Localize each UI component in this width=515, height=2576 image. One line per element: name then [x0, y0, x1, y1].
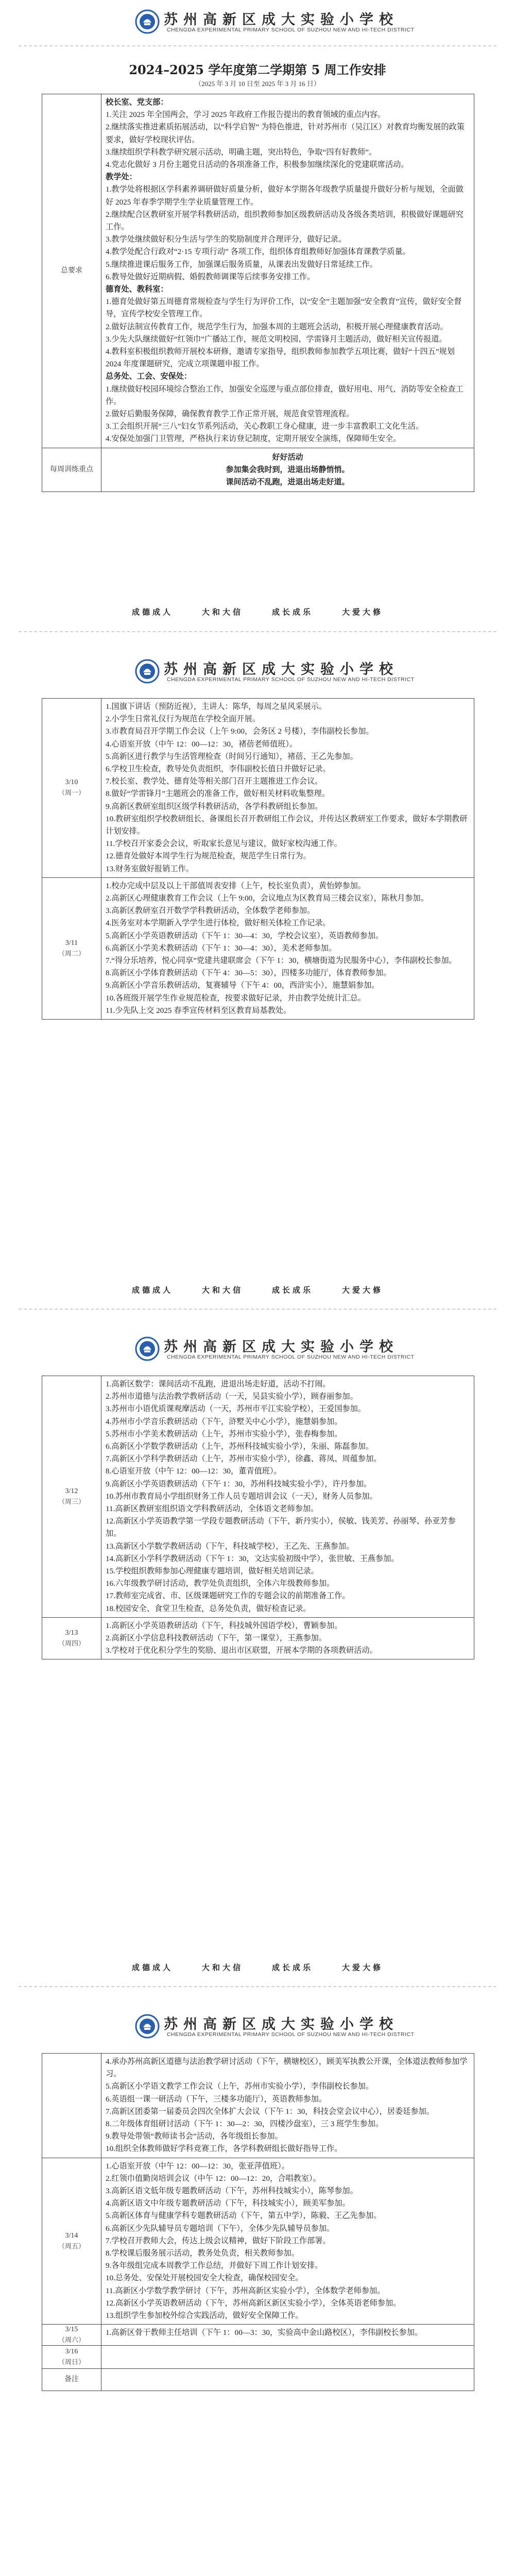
overview-paragraph: 4.教学处配合行政对“2·15 专项行动” 各项工作，组织体育组教师好加强体育课教学质量。: [106, 247, 410, 257]
weekly-focus-title: 好好活动: [272, 453, 303, 462]
day-label: [42, 1376, 101, 1618]
footer-motto: [0, 1962, 515, 1973]
schedule-item: 1.心语室开放（中午 12：00—12：30，张亚萍值班）。: [106, 2161, 289, 2171]
schedule-item: 12.高新区小学英语教学第一学段专题教研活动（下午，新丹实小），侯敏、钱美芳、孙丽琴、孙亚芳参加。: [106, 1517, 456, 1538]
day-weekday: （周三）: [58, 1497, 85, 1505]
motto-item: 成长成乐: [272, 607, 314, 617]
schedule-item: 5.高新区小学语文教学工作会议（上午，苏州市实验小学），李伟副校长参加。: [106, 2082, 374, 2091]
schedule-item: 17.教师室完成省、市、区级课题研究工作的专题会议的前期准备工作。: [106, 1591, 350, 1601]
page-3: [0, 1309, 515, 1986]
day-row: [42, 2346, 474, 2369]
overview-paragraph: 2.继续落实推进素质拓展活动，以“科学启智” 为特色推进，针对苏州市（吴江区）对教育均衡发展的政策要求，做好学校现状评估。: [106, 123, 465, 144]
overview-section-heading: 教学处：: [106, 173, 137, 182]
schedule-item: 5.高新区进行教学与生活管理检查（时间另行通知），褚蓓、王乙先参加。: [106, 752, 358, 761]
letterhead: [0, 2012, 515, 2043]
day-weekday: （周五）: [58, 2242, 85, 2250]
schedule-item: 5.高新区小学英语教研活动（下午 1：30—4：30，学校会议室），英语教师参加。: [106, 931, 384, 940]
schedule-item: 8.高新区小学体育教研活动（下午 4：30—5：30），四楼多功能厅，体育教师参加。: [106, 969, 391, 978]
schedule-item: 2.红领巾值勤岗培训会议（中午 12：00—12：20，合唱教室）。: [106, 2174, 321, 2183]
schedule-item: 9.高新区教研室组织区级学科教研活动，各学科教研组长参加。: [106, 802, 323, 811]
day-row: [42, 1376, 474, 1618]
schedule-item: 8.心语室开放（中午 12：00—12：30，董青值班）。: [106, 1467, 282, 1476]
divider: [19, 1986, 496, 1987]
day-row: [42, 699, 474, 878]
day-items: [101, 877, 474, 1019]
overview-paragraph: 1.德育处做好第五周德育常规检查与学生行为评价工作，以“安全”主题加强“安全教育”宣传，做好安全督导，宣传学校安全管理工作。: [106, 297, 462, 319]
footer-motto: [0, 1284, 515, 1295]
schedule-item: 11.高新区小学数学教学研讨（下午，苏州高新区实验小学），全体数学老师参加。: [106, 2286, 385, 2295]
schedule-table-page-3: [42, 1376, 474, 1659]
overview-label: 总要求: [42, 94, 101, 448]
day-items: [101, 2346, 474, 2369]
overview-paragraph: 6.教导处做好近期病假、婚假教师调课等后续事务安排工作。: [106, 272, 315, 281]
day-weekday: （周六）: [58, 2336, 85, 2344]
motto-item: 成德成人: [131, 1963, 173, 1972]
overview-paragraph: 3.教学处继续做好积分生活与学生的奖励制度并合理评分，做好记录。: [106, 235, 347, 244]
document-date-range: （2025 年 3 月 10 日至 2025 年 3 月 16 日）: [195, 80, 320, 88]
schedule-item: 10.组织全体教师做好学科竞赛工作，各学科教研组长做好指导工作。: [106, 2144, 342, 2154]
school-name-english: CHENGDA EXPERIMENTAL PRIMARY SCHOOL OF SUZHOU NEW AND HI-TECH DISTRICT: [167, 2031, 415, 2038]
schedule-item: 6.高新区小学美术教研活动（下午 1：30—4：30），美术老师参加。: [106, 943, 337, 953]
page-1: [0, 0, 515, 631]
divider: [19, 631, 496, 632]
schedule-item: 3.学校对于优化积分学生的奖励、退出市区联盟，开展本学期的各项教研活动。: [106, 1646, 377, 1655]
overview-table: [42, 94, 474, 492]
letterhead: [0, 1334, 515, 1365]
weekly-focus-row: [42, 448, 474, 492]
schedule-item: 5.苏州市小学美术教研活动（上午，苏州市实验小学），张春梅参加。: [106, 1429, 342, 1438]
school-name-english: CHENGDA EXPERIMENTAL PRIMARY SCHOOL OF SUZHOU NEW AND HI-TECH DISTRICT: [167, 1354, 415, 1360]
overview-section-heading: 校长室、党支部：: [106, 98, 168, 107]
overview-paragraph: 3.继续组织学科教学研究展示活动，明确主题，突出特色，争取“四有好教师”。: [106, 147, 377, 157]
day-weekday: （周二）: [58, 949, 85, 957]
schedule-item: 4.苏州市小学音乐教研活动（下午，浒墅关中心小学），施慧娟参加。: [106, 1417, 342, 1426]
day-date: 3/12: [65, 1487, 78, 1495]
divider: [19, 1309, 496, 1310]
page-2: [0, 631, 515, 1309]
document-title: 2024–2025 学年度第二学期第 5 周工作安排: [129, 62, 386, 77]
weekly-focus-label: 每周训练重点: [42, 448, 101, 492]
day-date: 3/13: [65, 1629, 78, 1637]
motto-item: 大和大信: [201, 1285, 243, 1295]
schedule-item: 9.各年级组完成本周教学工作总结，并做好下周工作计划安排。: [106, 2261, 323, 2270]
overview-paragraph: 2.做好后勤服务保障，确保教育教学工作正常开展，规范食堂管理流程。: [106, 410, 354, 419]
schedule-item: 3.市教育局召开学期工作会议（上午 9:00，会务区 2 号楼），李伟副校长参加。: [106, 727, 374, 736]
schedule-item: 2.小学生日常礼仪行为规范在学校全面开展。: [106, 715, 260, 724]
schedule-item: 12.德育处做好本周学生行为规范检查，规范学生日常行为。: [106, 852, 311, 861]
schedule-table-page-4: [42, 2053, 474, 2391]
schedule-item: 7.高新区小学科学教研活动（上午，苏州市实验小学），徐鑫、蒋凤、周蕴参加。: [106, 1454, 382, 1464]
schedule-item: 2.苏州市道德与法治教学教研活动（一天，吴县实验小学），顾春丽参加。: [106, 1392, 358, 1401]
schedule-item: 11.学校召开家委会会议，听取家长意见与建议，做好家校沟通工作。: [106, 839, 342, 849]
school-name-english: CHENGDA EXPERIMENTAL PRIMARY SCHOOL OF SUZHOU NEW AND HI-TECH DISTRICT: [167, 27, 415, 33]
schedule-item: 8.做好“学雷锋月”主题班会的准备工作，做好相关材料收集整理。: [106, 789, 330, 799]
overview-paragraph: 2.继续配合区教研室开展学科教研活动，组织教师参加区级教研活动及各级各类培训，积极做好课题研究工作。: [106, 210, 464, 232]
schedule-item: 4.高新区语文中年级专题教研活动（下午，科技城实小），顾美军参加。: [106, 2199, 350, 2208]
weekly-focus-line-1: 参加集会我时到，进退出场静悄悄。: [226, 465, 350, 474]
day-items: [101, 2054, 474, 2158]
school-logo-icon: [135, 2014, 160, 2039]
school-logo-icon: [135, 1336, 160, 1361]
schedule-item: 1.高新区骨干教师主任培训（下午 1：00—3：30，实验高中金山路校区），李伟副校长参加。: [106, 2328, 423, 2337]
overview-paragraph: 3.工会组织开展“三八”妇女节系列活动，关心教职工身心健康，进一步丰富教职工文化生活。: [106, 422, 424, 431]
day-items: [101, 699, 474, 878]
schedule-item: 10.苏州市教育局小学组织财务工作人员专题培训会议（一天），财务人员参加。: [106, 1492, 377, 1501]
school-name: 苏州高新区成大实验小学校: [164, 1339, 399, 1355]
schedule-item: 7.学校召开教师大会，传达上级会议精神，做好下阶段工作部署。: [106, 2236, 331, 2245]
schedule-item: 16.六年级教学研讨活动，教学处负责组织，全体六年级教师参加。: [106, 1579, 335, 1588]
schedule-item: 7.高新区团委第一届委员会四次全体扩大会议（下午 1：30，科技会堂会议中心），居委廷参加。: [106, 2107, 434, 2116]
page-4: [0, 1986, 515, 2576]
schedule-item: 4.承办苏州高新区道德与法治教学研讨活动（下午，横塘校区），顾美军执教公开课，全体道法教师参加学习。: [106, 2057, 468, 2079]
school-logo-icon: [135, 9, 160, 34]
schedule-item: 5.高新区体育与健康学科专题教研活动（下午，第五中学），陈毅、王乙先参加。: [106, 2211, 382, 2221]
day-items: [101, 2325, 474, 2346]
overview-paragraph: 4.安保处加强门卫管理，严格执行来访登记制度，定期开展安全演练，保障师生安全。: [106, 434, 401, 444]
schedule-item: 18.校园安全、食堂卫生检查，总务处负责，做好检查记录。: [106, 1604, 311, 1613]
day-weekday: （周一）: [58, 789, 85, 797]
school-name-english: CHENGDA EXPERIMENTAL PRIMARY SCHOOL OF SUZHOU NEW AND HI-TECH DISTRICT: [167, 676, 415, 683]
overview-paragraph: 3.少先大队继续做好“红领巾”广播站工作，规范文明校园、学雷锋月主题活动，做好相关宣传报道。: [106, 334, 447, 344]
day-row: [42, 877, 474, 1019]
day-row: [42, 2158, 474, 2325]
motto-item: 成德成人: [131, 1285, 173, 1295]
overview-paragraph: 4.党志化做好 3 月份主题党日活动的各项准备工作，积极参加继续深化的党建联席活动。: [106, 160, 409, 170]
overview-paragraph: 2.做好法制宣传教育工作，规范学生行为，加强本周的主题班会活动，积极开展心理健康教育活动。: [106, 322, 448, 331]
schedule-item: 2.高新区心理健康教育工作会议（上午 9:00，会议地点为区教育局三楼会议室），陈秋月参加。: [106, 894, 428, 903]
overview-section-heading: 德育处、教科室：: [106, 285, 168, 294]
remarks-content: [101, 2369, 474, 2391]
day-label: [42, 2158, 101, 2325]
motto-item: 成德成人: [131, 607, 173, 617]
day-items: [101, 1617, 474, 1659]
motto-item: 成长成乐: [272, 1963, 314, 1972]
schedule-item: 9.教导处带领“教师读书会”活动，各年级组长参加。: [106, 2132, 283, 2141]
schedule-item: 1.高新区小学英语教研活动（下午，科技城外国语学校），曹颖参加。: [106, 1621, 342, 1630]
overview-content: [101, 94, 474, 448]
schedule-item: 1.高新区数学：课间活动不乱跑，进退出场走好道，活动不打闹。: [106, 1380, 331, 1388]
overview-paragraph: 5.继续推进课后服务工作，加强课后服务质量，从课表出发做好日常延续工作。: [106, 260, 377, 269]
day-weekday: （周日）: [58, 2358, 85, 2366]
day-items: [101, 1376, 474, 1618]
motto-item: 大和大信: [201, 607, 243, 617]
schedule-item: 8.学校课后服务展示活动，教务处负责，相关教师参加。: [106, 2249, 299, 2258]
day-label: [42, 2325, 101, 2346]
motto-item: 大爱大修: [342, 1285, 384, 1295]
schedule-item: 14.高新区小学科学教研活动（下午 1：30，文达实验初级中学），张世敏、王燕参加。: [106, 1554, 399, 1563]
school-name: 苏州高新区成大实验小学校: [164, 662, 399, 677]
schedule-item: 10.总务处、安保处开展校园安全大检查，确保校园安全。: [106, 2274, 303, 2283]
schedule-item: 7.“得分乐培养，悦心同享”党建共建联席会（下午 1：30，横塘街道为民服务中心），李伟副校长参加。: [106, 956, 457, 965]
schedule-item: 6.英语组一课一研活动（下午，三楼多功能厅），英语教师参加。: [106, 2094, 327, 2104]
weekly-focus-line-2: 课间活动不乱跑，进退出场走好道。: [226, 478, 350, 486]
schedule-item: 13.高新区小学数学教研活动（下午，科技城学校），王乙先、王燕参加。: [106, 1541, 354, 1551]
schedule-item: 4.医务室对本学期新入学学生进行体检，做好相关体检工作记录。: [106, 919, 331, 928]
schedule-item: 15.学校组织教师参加心理健康专题培训，做好相关培训记录。: [106, 1567, 319, 1576]
day-date: 3/10: [65, 778, 78, 787]
schedule-item: 9.高新区小学英语教研活动（下午 1：30，苏州科技城实验小学），许丹参加。: [106, 1479, 372, 1488]
schedule-item: 6.学校卫生检查，教导处负责组织，李伟副校长值日并做好记录。: [106, 765, 331, 774]
schedule-item: 13.组织学生参加校外综合实践活动，做好安全保障工作。: [106, 2311, 303, 2320]
motto-item: 大和大信: [201, 1963, 243, 1972]
day-date: 3/11: [65, 939, 78, 947]
remarks-label: 备注: [42, 2369, 101, 2391]
motto-item: 大爱大修: [342, 1963, 384, 1972]
day-label: [42, 2346, 101, 2369]
schedule-item: 9.高新区小学音乐教研活动，复赛辅导（下午 4：00，西浒实小），施慧娟参加。: [106, 981, 380, 990]
day-label: [42, 699, 101, 878]
day-date: 3/15: [65, 2326, 78, 2334]
schedule-item: 3.高新区教研室召开数学学科教研活动，全体数学老师参加。: [106, 906, 315, 916]
day-date: 3/14: [65, 2231, 78, 2240]
schedule-item: 6.高新区小学数学教研活动（上午，苏州科技城实验小学），朱丽、陈磊参加。: [106, 1442, 374, 1451]
schedule-item: 10.教研室组织学校教研组长、备课组长召开教研组工作会议，并传达区教研室工作要求，做好本学期教研计划安排。: [106, 814, 468, 836]
footer-motto: [0, 606, 515, 617]
day-weekday: （周四）: [58, 1639, 85, 1648]
schedule-item: 4.心语室开放（中午 12：00—12：30，褚蓓老师值班）。: [106, 739, 298, 749]
overview-row: [42, 94, 474, 448]
overview-section-heading: 总务处、工会、安保处：: [106, 372, 192, 381]
overview-paragraph: 1.关注 2025 年全国两会，学习 2025 年政府工作报告提出的教育领域的重点内容。: [106, 110, 385, 120]
day-label: [42, 877, 101, 1019]
schedule-item: 13.财务室做好报销工作。: [106, 864, 194, 873]
schedule-item: 7.校长室、教学处、德育处等相关部门召开主题推进工作会议。: [106, 777, 323, 786]
motto-item: 大爱大修: [342, 607, 384, 617]
overview-paragraph: 1.继续做好校园环境综合整治工作，加强安全巡逻与重点部位排查，做好用电、用气、消防等安全检查工作。: [106, 384, 464, 406]
letterhead: [0, 7, 515, 38]
divider: [19, 45, 496, 46]
day-row: [42, 2054, 474, 2158]
schedule-item: 11.高新区教研室组织语文学科教研活动，全体语文老师参加。: [106, 1504, 319, 1514]
school-name: 苏州高新区成大实验小学校: [164, 12, 399, 28]
schedule-item: 3.苏州市小语优质课观摩活动（一天，苏州市平江实验学校），王爱国参加。: [106, 1404, 366, 1414]
schedule-table-page-2: [42, 698, 474, 1020]
school-logo-icon: [135, 659, 160, 684]
overview-paragraph: 1.教学处将根据区学科素养调研做好质量分析，做好本学期各年级教学质量提升做好分析与规划，全面做好 2025 年春季学期学生学业质量管理工作。: [106, 185, 464, 207]
day-row: [42, 2325, 474, 2346]
schedule-item: 1.校办完成中层及以上干部值周表安排（上午，校长室负责），黄怡婷参加。: [106, 881, 366, 890]
overview-paragraph: 4.教科室积极组织教师开展校本研修，邀请专家指导，组织教师参加教学五项比赛，做好“十四五”规划 2024 年度课题研究，完成立项课题申报工作。: [106, 347, 455, 369]
day-label: [42, 2054, 101, 2158]
schedule-item: 11.少先队上交 2025 春季宣传材料至区教育局基教处。: [106, 1006, 291, 1015]
day-items: [101, 2158, 474, 2325]
schedule-item: 12.高新区小学英语教研活动（下午，苏州高新区新区实验小学），全体英语老师参加。: [106, 2298, 401, 2308]
schedule-item: 2.高新区小学信息科技教研活动（下午，第一课堂），王燕参加。: [106, 1634, 327, 1643]
schedule-item: 10.各班级开展学生作业规范检查，按要求做好记录，并由教学处统计汇总。: [106, 993, 366, 1003]
weekly-focus-content: [101, 448, 474, 492]
day-date: 3/16: [65, 2348, 78, 2356]
school-name: 苏州高新区成大实验小学校: [164, 2016, 399, 2032]
letterhead: [0, 657, 515, 688]
schedule-item: 3.高新区语文低年级专题教研活动（下午，苏州科技城实小），陈琴参加。: [106, 2187, 358, 2196]
schedule-item: 1.国旗下讲话（预防近视），主讲人：陈华，每周之星风采展示。: [106, 702, 327, 711]
day-label: [42, 1617, 101, 1659]
schedule-item: 8.二年级体育组研讨活动（下午 1：30—2：30，四楼沙盘室），三 3 班学生参加。: [106, 2120, 384, 2129]
day-row: [42, 1617, 474, 1659]
motto-item: 成长成乐: [272, 1285, 314, 1295]
remarks-row: [42, 2369, 474, 2391]
schedule-item: 6.高新区少先队辅导员专题培训（下午），全体少先队辅导员参加。: [106, 2224, 335, 2233]
